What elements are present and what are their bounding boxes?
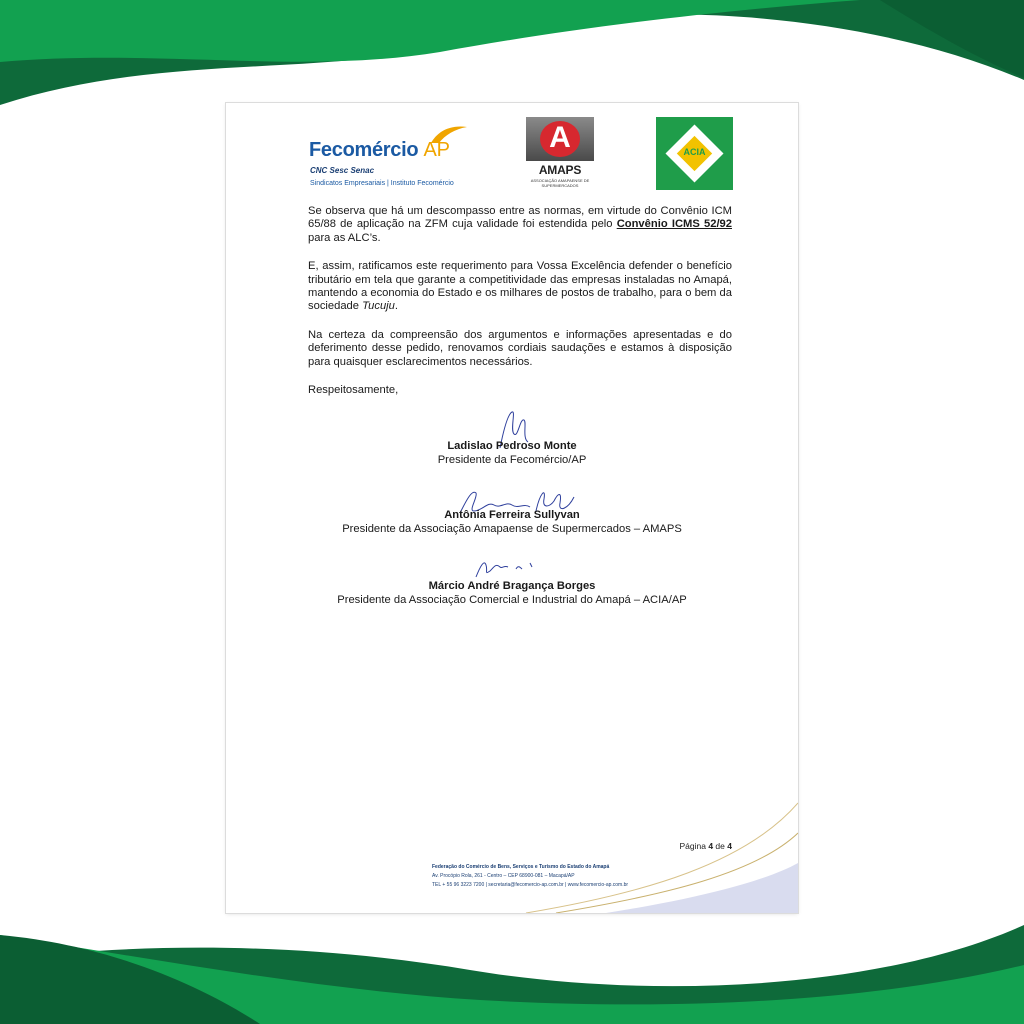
top-wave-green [0,0,860,62]
amaps-wordmark: AMAPS [538,163,582,177]
closing: Respeitosamente, [308,384,399,397]
fecomercio-subtitle: CNC Sesc Senac [310,166,375,175]
signatory-role: Presidente da Fecomércio/AP [437,454,587,466]
amaps-a-icon: A [549,121,571,154]
signatory-role: Presidente da Associação Amapaense de Supermercados – AMAPS [342,523,682,535]
paragraph-1: Se observa que há um descompasso entre as normas, em virtude do Convênio ICM 65/88 de aplicação na ZFM cuja validade foi estendida pelo Convênio ICMS 52/92 para as ALC’s. [308,205,732,244]
signatory-name: Ladislao Pedroso Monte [447,440,577,452]
signatory-role: Presidente da Associação Comercial e Industrial do Amapá – ACIA/AP [337,594,687,606]
footer-decoration [226,103,798,913]
footer-org: Federação do Comércio de Bens, Serviços e Turismo do Estado do Amapá [432,864,610,870]
footer [432,863,732,890]
signatory-name: Antônia Ferreira Sullyvan [444,509,580,521]
amaps-subtitle: ASSOCIAÇÃO AMAPAENSE DE SUPERMERCADOS [530,178,590,188]
fecomercio-wordmark: Fecomércio AP [309,139,450,161]
paragraph-3: Na certeza da compreensão dos argumentos e informações apresentadas e do deferimento desse pedido, renovamos cordiais saudações e estamos à disposição para quaisquer esclarecimentos necessários. [308,328,732,368]
document-page [226,103,798,913]
fecomercio-tagline: Sindicatos Empresariais | Instituto Fecomércio [310,180,454,187]
footer-contact: TEL + 55 96 3223 7200 | secretaria@fecomercio-ap.com.br | www.fecomercio-ap.com.br [432,882,629,888]
page-number: Página 4 de 4 [679,841,732,851]
acia-wordmark: ACIA [683,147,706,157]
signatory-name: Márcio André Bragança Borges [428,580,596,592]
paragraph-2: E, assim, ratificamos este requerimento para Vossa Excelência defender o benefício tributário em tela que garante a competitividade das empresas instaladas no Amapá, mantendo a economia do Estado e os milhares de postos de trabalho, para o bem da sociedade Tucuju. [308,260,732,313]
footer-address: Av. Procópio Rola, 261 - Centro – CEP 68900-081 – Macapá/AP [432,873,575,879]
